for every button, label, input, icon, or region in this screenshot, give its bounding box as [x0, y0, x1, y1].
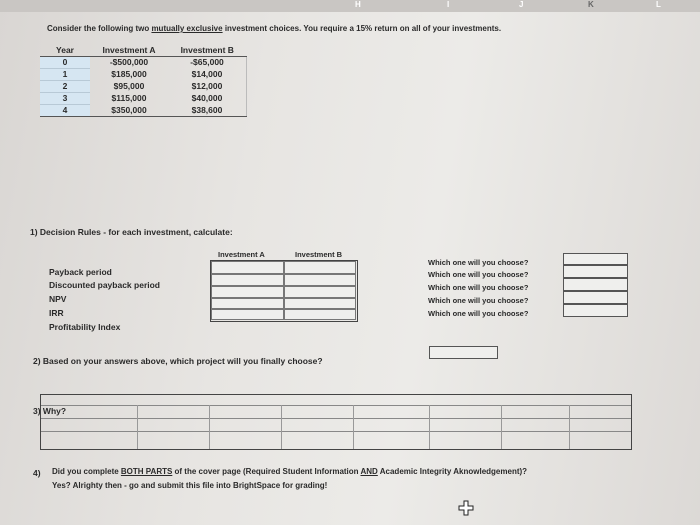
- decision-grid: [210, 260, 358, 322]
- choose-answer-2[interactable]: [563, 265, 628, 278]
- column-header-j[interactable]: J: [519, 0, 524, 9]
- final-choice-box[interactable]: [429, 346, 498, 359]
- intro-underlined: mutually exclusive: [151, 24, 223, 33]
- year-cell[interactable]: 4: [40, 105, 90, 117]
- column-header-i[interactable]: I: [447, 0, 450, 9]
- investment-a-cell[interactable]: $350,000: [90, 105, 168, 117]
- choose-prompt-5: Which one will you choose?: [428, 309, 529, 318]
- table-row: [40, 69, 247, 81]
- grid-cell-a-5[interactable]: [211, 309, 284, 320]
- choose-answer-1[interactable]: [563, 253, 628, 265]
- column-header-k[interactable]: K: [588, 0, 594, 9]
- intro-prefix: Consider the following two: [47, 24, 152, 33]
- rule-npv: NPV: [49, 294, 67, 304]
- section1-title: 1) Decision Rules - for each investment, calculate:: [30, 227, 233, 237]
- year-cell[interactable]: 3: [40, 93, 90, 105]
- grid-cell-a-3[interactable]: [211, 286, 284, 298]
- grid-cell-b-2[interactable]: [284, 274, 356, 286]
- intro-suffix: investment choices. You require a 15% return on all of your investments.: [222, 24, 502, 33]
- grid-cell-a-1[interactable]: [211, 261, 284, 274]
- table-row: [40, 57, 247, 69]
- section4-both-parts: BOTH PARTS: [120, 467, 173, 476]
- investment-a-cell[interactable]: $185,000: [111, 69, 147, 79]
- investment-table: [40, 45, 247, 117]
- table-row: [40, 93, 247, 105]
- investment-b-cell[interactable]: $12,000: [168, 81, 247, 93]
- choose-prompt-1: Which one will you choose?: [428, 258, 529, 267]
- choose-answer-5[interactable]: [563, 304, 628, 317]
- header-year: Year: [40, 45, 90, 57]
- section4-and: AND: [360, 467, 378, 476]
- section4-line1: [52, 467, 527, 476]
- table-row: [40, 105, 247, 117]
- investment-a-cell[interactable]: $95,000: [113, 81, 145, 91]
- column-header-bar: [0, 0, 700, 12]
- investment-b-cell[interactable]: $38,600: [168, 105, 247, 117]
- rule-discounted-payback: Discounted payback period: [49, 280, 160, 290]
- year-cell[interactable]: 2: [40, 81, 90, 93]
- header-investment-b: Investment B: [168, 45, 247, 57]
- column-header-l[interactable]: L: [656, 0, 661, 9]
- intro-text: [47, 24, 501, 33]
- section3-question: 3) Why?: [33, 406, 67, 416]
- grid-cell-b-5[interactable]: [284, 309, 356, 320]
- choose-prompt-4: Which one will you choose?: [428, 296, 529, 305]
- why-answer-box[interactable]: [40, 394, 632, 450]
- section4-line1-middle: of the cover page (Required Student Information: [172, 467, 361, 476]
- investment-a-cell[interactable]: $115,000: [111, 93, 147, 103]
- rule-payback-period: Payback period: [49, 267, 112, 277]
- grid-header-investment-b: Investment B: [295, 250, 343, 259]
- grid-header-investment-a: Investment A: [218, 250, 265, 259]
- grid-cell-a-4[interactable]: [211, 298, 284, 309]
- choose-prompt-3: Which one will you choose?: [428, 283, 529, 292]
- grid-cell-b-1[interactable]: [284, 261, 356, 274]
- header-investment-a: Investment A: [90, 45, 168, 57]
- investment-b-cell[interactable]: $40,000: [168, 93, 247, 105]
- cell-cursor-icon: [458, 500, 474, 516]
- table-row: [40, 81, 247, 93]
- rule-profitability-index: Profitability Index: [49, 322, 121, 332]
- grid-cell-b-4[interactable]: [284, 298, 356, 309]
- choose-answer-4[interactable]: [563, 291, 628, 304]
- choose-prompt-2: Which one will you choose?: [428, 270, 529, 279]
- section4-line1-prefix: Did you complete: [52, 467, 121, 476]
- investment-b-cell[interactable]: $14,000: [168, 69, 247, 81]
- year-cell[interactable]: 1: [40, 69, 90, 81]
- section4-number: 4): [33, 468, 41, 478]
- column-header-h[interactable]: H: [355, 0, 361, 9]
- grid-cell-b-3[interactable]: [284, 286, 356, 298]
- investment-a-cell[interactable]: -$500,000: [109, 57, 149, 68]
- section4-line2: Yes? Alrighty then - go and submit this file into BrightSpace for grading!: [52, 481, 328, 490]
- section4-line1-suffix: Academic Integrity Aknowledgement)?: [377, 467, 528, 476]
- section2-question: 2) Based on your answers above, which project will you finally choose?: [33, 356, 323, 366]
- choose-answer-3[interactable]: [563, 278, 628, 291]
- rule-irr: IRR: [49, 308, 64, 318]
- year-cell[interactable]: 0: [40, 57, 90, 69]
- grid-cell-a-2[interactable]: [211, 274, 284, 286]
- investment-b-cell[interactable]: -$65,000: [168, 57, 247, 69]
